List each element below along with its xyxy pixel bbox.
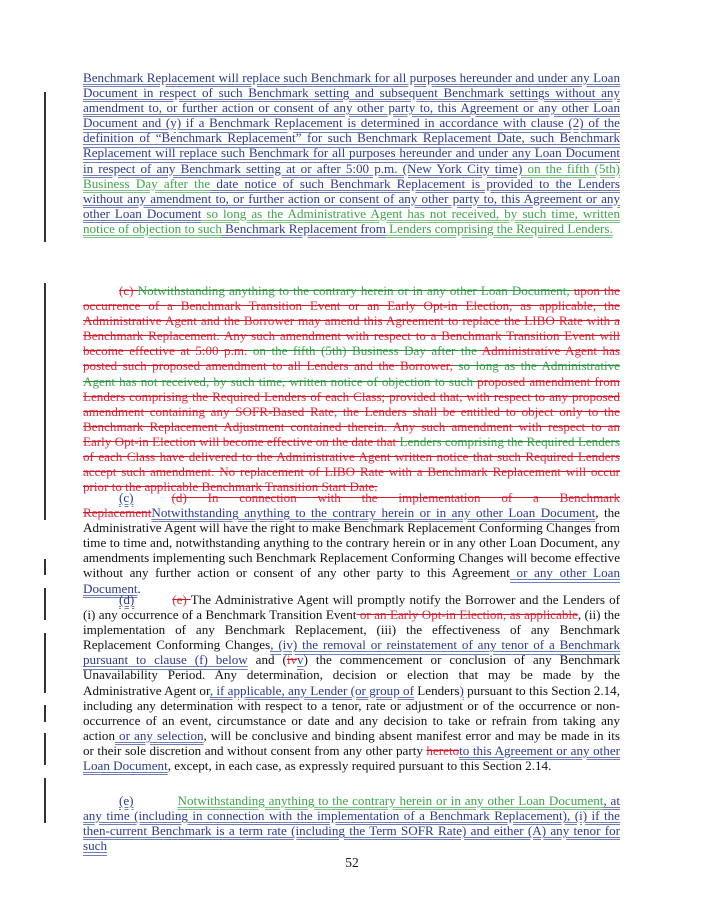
paragraph-c <box>83 490 620 596</box>
change-bar <box>44 92 46 242</box>
inserted-text: Notwithstanding anything to the contrary herein or in any other Loan Document <box>151 505 596 521</box>
deleted-text: Administrative Agent has posted such proposed amendment to all Lenders and the Borrower, <box>83 343 621 374</box>
inserted-text: , if applicable, any Lender (or group of <box>209 682 414 698</box>
deleted-text: (e) <box>172 592 191 607</box>
deleted-text: or an Early Opt-in Election, as applicable <box>356 607 578 623</box>
deleted-text: upon the occurrence of a Benchmark Transition Event or an Early Opt-in Election, as applicable, the Administrative Agent and the Borrower may amend this Agreement to replace the LIBO Rate with a Benchmark Replacement. Any such amendment with respect to a Benchmark Transition Event will become effective at 5:00 p.m. <box>83 283 620 359</box>
change-bar <box>44 733 46 765</box>
body-text: ) the commencement or conclusion of any Benchmark Unavailability Period. Any determination, decision or election that may be made by the Administrative Agent or <box>83 652 620 698</box>
inserted-text: date notice of such Benchmark Replacement is provided to the Lenders without any amendment to, or further action or consent of any other party to, this Agreement or any other Loan Document <box>83 175 621 221</box>
deleted-text: (c) <box>119 283 138 298</box>
inserted-text: ) <box>459 682 464 698</box>
inserted-text: or any selection <box>115 727 204 743</box>
inserted-text: or any other Loan Document <box>83 565 620 596</box>
change-bar <box>44 559 46 575</box>
body-text: , the Administrative Agent will have the right to make Benchmark Replacement Conforming Changes from time to time and, notwithstanding anything to the contrary herein or in any other Loan Document, any amendments implementing such Benchmark Replacement Conforming Changes will become effective without any further action or consent of any other party to this Agreement <box>83 505 620 581</box>
inserted-text: v <box>297 652 304 668</box>
paragraph-benchmark-replacement-continuation <box>83 70 620 236</box>
deleted-text: iv <box>286 652 298 668</box>
moved-text: Lenders comprising the Required Lenders. <box>385 220 613 236</box>
change-bar <box>44 633 46 693</box>
change-bar <box>44 705 46 722</box>
paragraph-deleted-c <box>83 283 620 494</box>
deleted-text: hereto <box>426 742 460 758</box>
moved-text: on the fifth (5th) Business Day after the <box>83 160 620 191</box>
page-number: 52 <box>345 855 359 870</box>
moved-from-text: on the fifth (5th) Business Day after the <box>247 343 482 359</box>
moved-from-text: Notwithstanding anything to the contrary herein or in any other Loan Document, <box>137 283 574 298</box>
deleted-text: of each Class have delivered to the Administrative Agent written notice that such Required Lenders accept such amendment. No replacement of LIBO Rate with a Benchmark Replacement will occur prior to the applicable Benchmark Transition Start Date. <box>83 449 620 495</box>
paragraph-e <box>83 793 620 853</box>
body-text: , will be conclusive and binding absent manifest error and may be made in its or their sole discretion and without consent from any other party <box>83 727 621 758</box>
inserted-text: , at any time (including in connection with the implementation of a Benchmark Replacement), (i) if the then-current Benchmark is a term rate (including the Term SOFR Rate) and either (A) any tenor for such <box>83 793 620 854</box>
moved-text: Notwithstanding anything to the contrary herein or in any other Loan Document <box>177 793 604 808</box>
change-bar <box>44 283 46 520</box>
inserted-text: to this Agreement or any other Loan Document <box>83 742 620 774</box>
inserted-text: Benchmark Replacement will replace such Benchmark for all purposes hereunder and under any Loan Document in respect of such Benchmark setting and subsequent Benchmark settings without any amendment to, or further action or consent of any other party to, this Agreement or any other Loan Document and (y) if a Benchmark Replacement is determined in accordance with clause (2) of the definition of “Benchmark Replacement” for such Benchmark Replacement Date, such Benchmark Replacement will replace such Benchmark for all purposes hereunder and under any Loan Document in respect of any Benchmark setting at or after 5:00 p.m. (New York City time) <box>83 70 620 176</box>
clause-label-c: (c) <box>119 490 134 505</box>
moved-from-text: Lenders comprising the Required Lenders <box>399 433 621 449</box>
moved-from-text: so long as the Administrative Agent has not received, by such time, written notice of objection to such <box>83 358 620 389</box>
body-text: and ( <box>247 652 287 668</box>
paragraph-d <box>83 592 620 773</box>
body-text: Lenders <box>413 682 460 698</box>
deleted-text: proposed amendment from Lenders comprising the Required Lenders of each Class; provided that, with respect to any proposed amendment containing any SOFR-Based Rate, the Lenders shall be entitled to object only to the Benchmark Replacement Adjustment contained therein. Any such amendment with respect to an Early Opt-in Election will become effective on the date that <box>83 373 620 449</box>
body-text: The Administrative Agent will promptly notify the Borrower and the Lenders of (i) any occurrence of a Benchmark Transition Event <box>83 592 620 623</box>
change-bar <box>44 778 46 823</box>
change-bar <box>44 588 46 620</box>
body-text: . <box>137 580 141 596</box>
body-text: , (ii) the implementation of any Benchmark Replacement, (iii) the effectiveness of any Benchmark Replacement Conforming Changes <box>83 607 620 653</box>
inserted-text: , (iv) the removal or reinstatement of any tenor of a Benchmark pursuant to clause (f) below <box>83 637 621 668</box>
clause-label-e: (e) <box>119 793 134 808</box>
clause-label-d: (d) <box>119 592 135 607</box>
body-text: pursuant to this Section 2.14, including any determination with respect to a tenor, rate or adjustment or of the occurrence or non-occurrence of an event, circumstance or date and any decision to take or refrain from taking any action <box>83 682 620 743</box>
body-text: , except, in each case, as expressly required pursuant to this Section 2.14. <box>167 758 552 774</box>
moved-text: so long as the Administrative Agent has not received, by such time, written notice of objection to such <box>83 205 620 236</box>
deleted-text: (d) In connection with the implementation of a Benchmark Replacement <box>83 490 620 521</box>
inserted-text: Benchmark Replacement from <box>221 220 386 236</box>
